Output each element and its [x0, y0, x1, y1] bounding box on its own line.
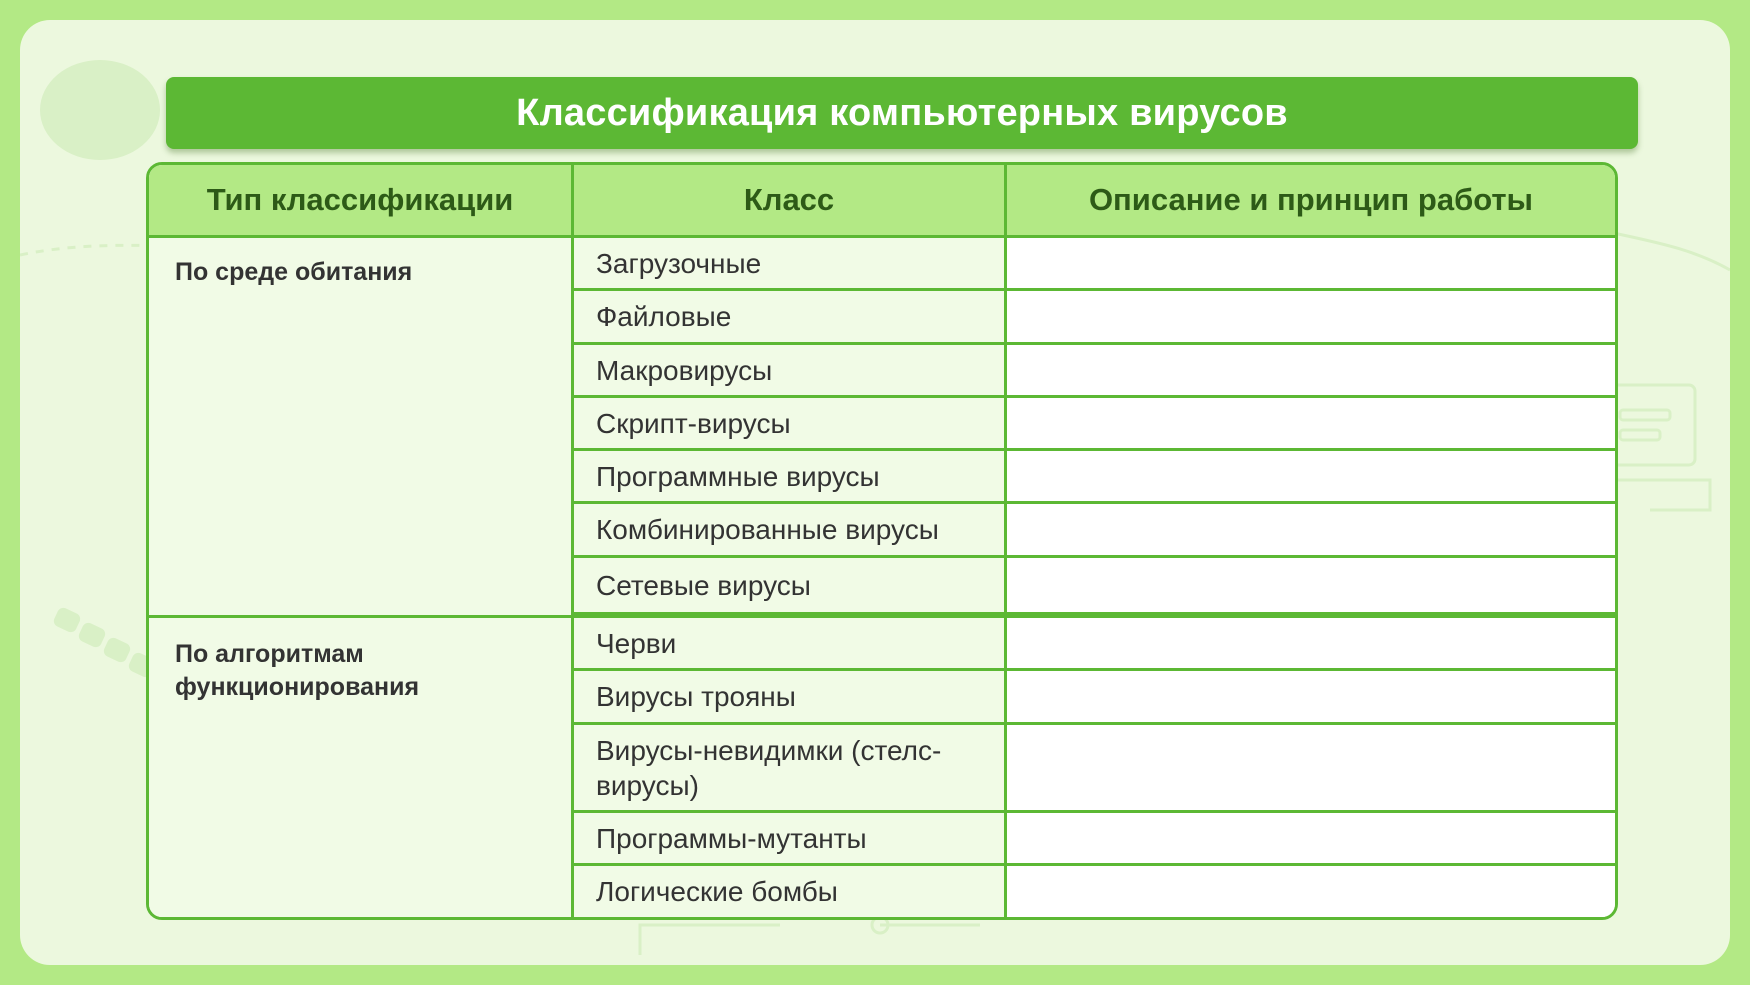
class-cell: Макровирусы	[574, 345, 1007, 395]
table-row	[574, 291, 1615, 345]
table-row	[574, 398, 1615, 451]
description-cell[interactable]	[1007, 866, 1615, 917]
table-row	[574, 866, 1615, 917]
description-cell[interactable]	[1007, 671, 1615, 722]
header-description: Описание и принцип работы	[1007, 165, 1615, 235]
table-row	[574, 238, 1615, 291]
class-cell: Программы-мутанты	[574, 813, 1007, 863]
class-cell: Сетевые вирусы	[574, 558, 1007, 612]
description-cell[interactable]	[1007, 558, 1615, 612]
table-row	[574, 451, 1615, 504]
class-cell: Вирусы-невидимки (стелс-вирусы)	[574, 725, 1007, 810]
classification-table	[146, 162, 1618, 920]
class-cell: Логические бомбы	[574, 866, 1007, 917]
description-cell[interactable]	[1007, 618, 1615, 668]
description-cell[interactable]	[1007, 725, 1615, 810]
class-cell: Комбинированные вирусы	[574, 504, 1007, 555]
class-cell: Скрипт-вирусы	[574, 398, 1007, 448]
title-bar	[166, 77, 1638, 149]
description-cell[interactable]	[1007, 398, 1615, 448]
description-cell[interactable]	[1007, 238, 1615, 288]
description-cell[interactable]	[1007, 345, 1615, 395]
page-title: Классификация компьютерных вирусов	[516, 91, 1288, 134]
class-cell: Вирусы трояны	[574, 671, 1007, 722]
class-cell: Загрузочные	[574, 238, 1007, 288]
class-cell: Черви	[574, 618, 1007, 668]
class-cell: Программные вирусы	[574, 451, 1007, 501]
table-row	[574, 725, 1615, 813]
group-cell-algorithm: По алгоритмам функционирования	[149, 618, 574, 917]
group-cell-habitat: По среде обитания	[149, 238, 574, 615]
header-type: Тип классификации	[149, 165, 574, 235]
description-cell[interactable]	[1007, 451, 1615, 501]
table-row	[574, 615, 1615, 671]
table-row	[574, 345, 1615, 398]
header-class: Класс	[574, 165, 1007, 235]
description-cell[interactable]	[1007, 813, 1615, 863]
table-row	[574, 504, 1615, 558]
description-cell[interactable]	[1007, 504, 1615, 555]
table-row	[574, 558, 1615, 615]
table-row	[574, 671, 1615, 725]
table-row	[574, 813, 1615, 866]
class-cell: Файловые	[574, 291, 1007, 342]
description-cell[interactable]	[1007, 291, 1615, 342]
